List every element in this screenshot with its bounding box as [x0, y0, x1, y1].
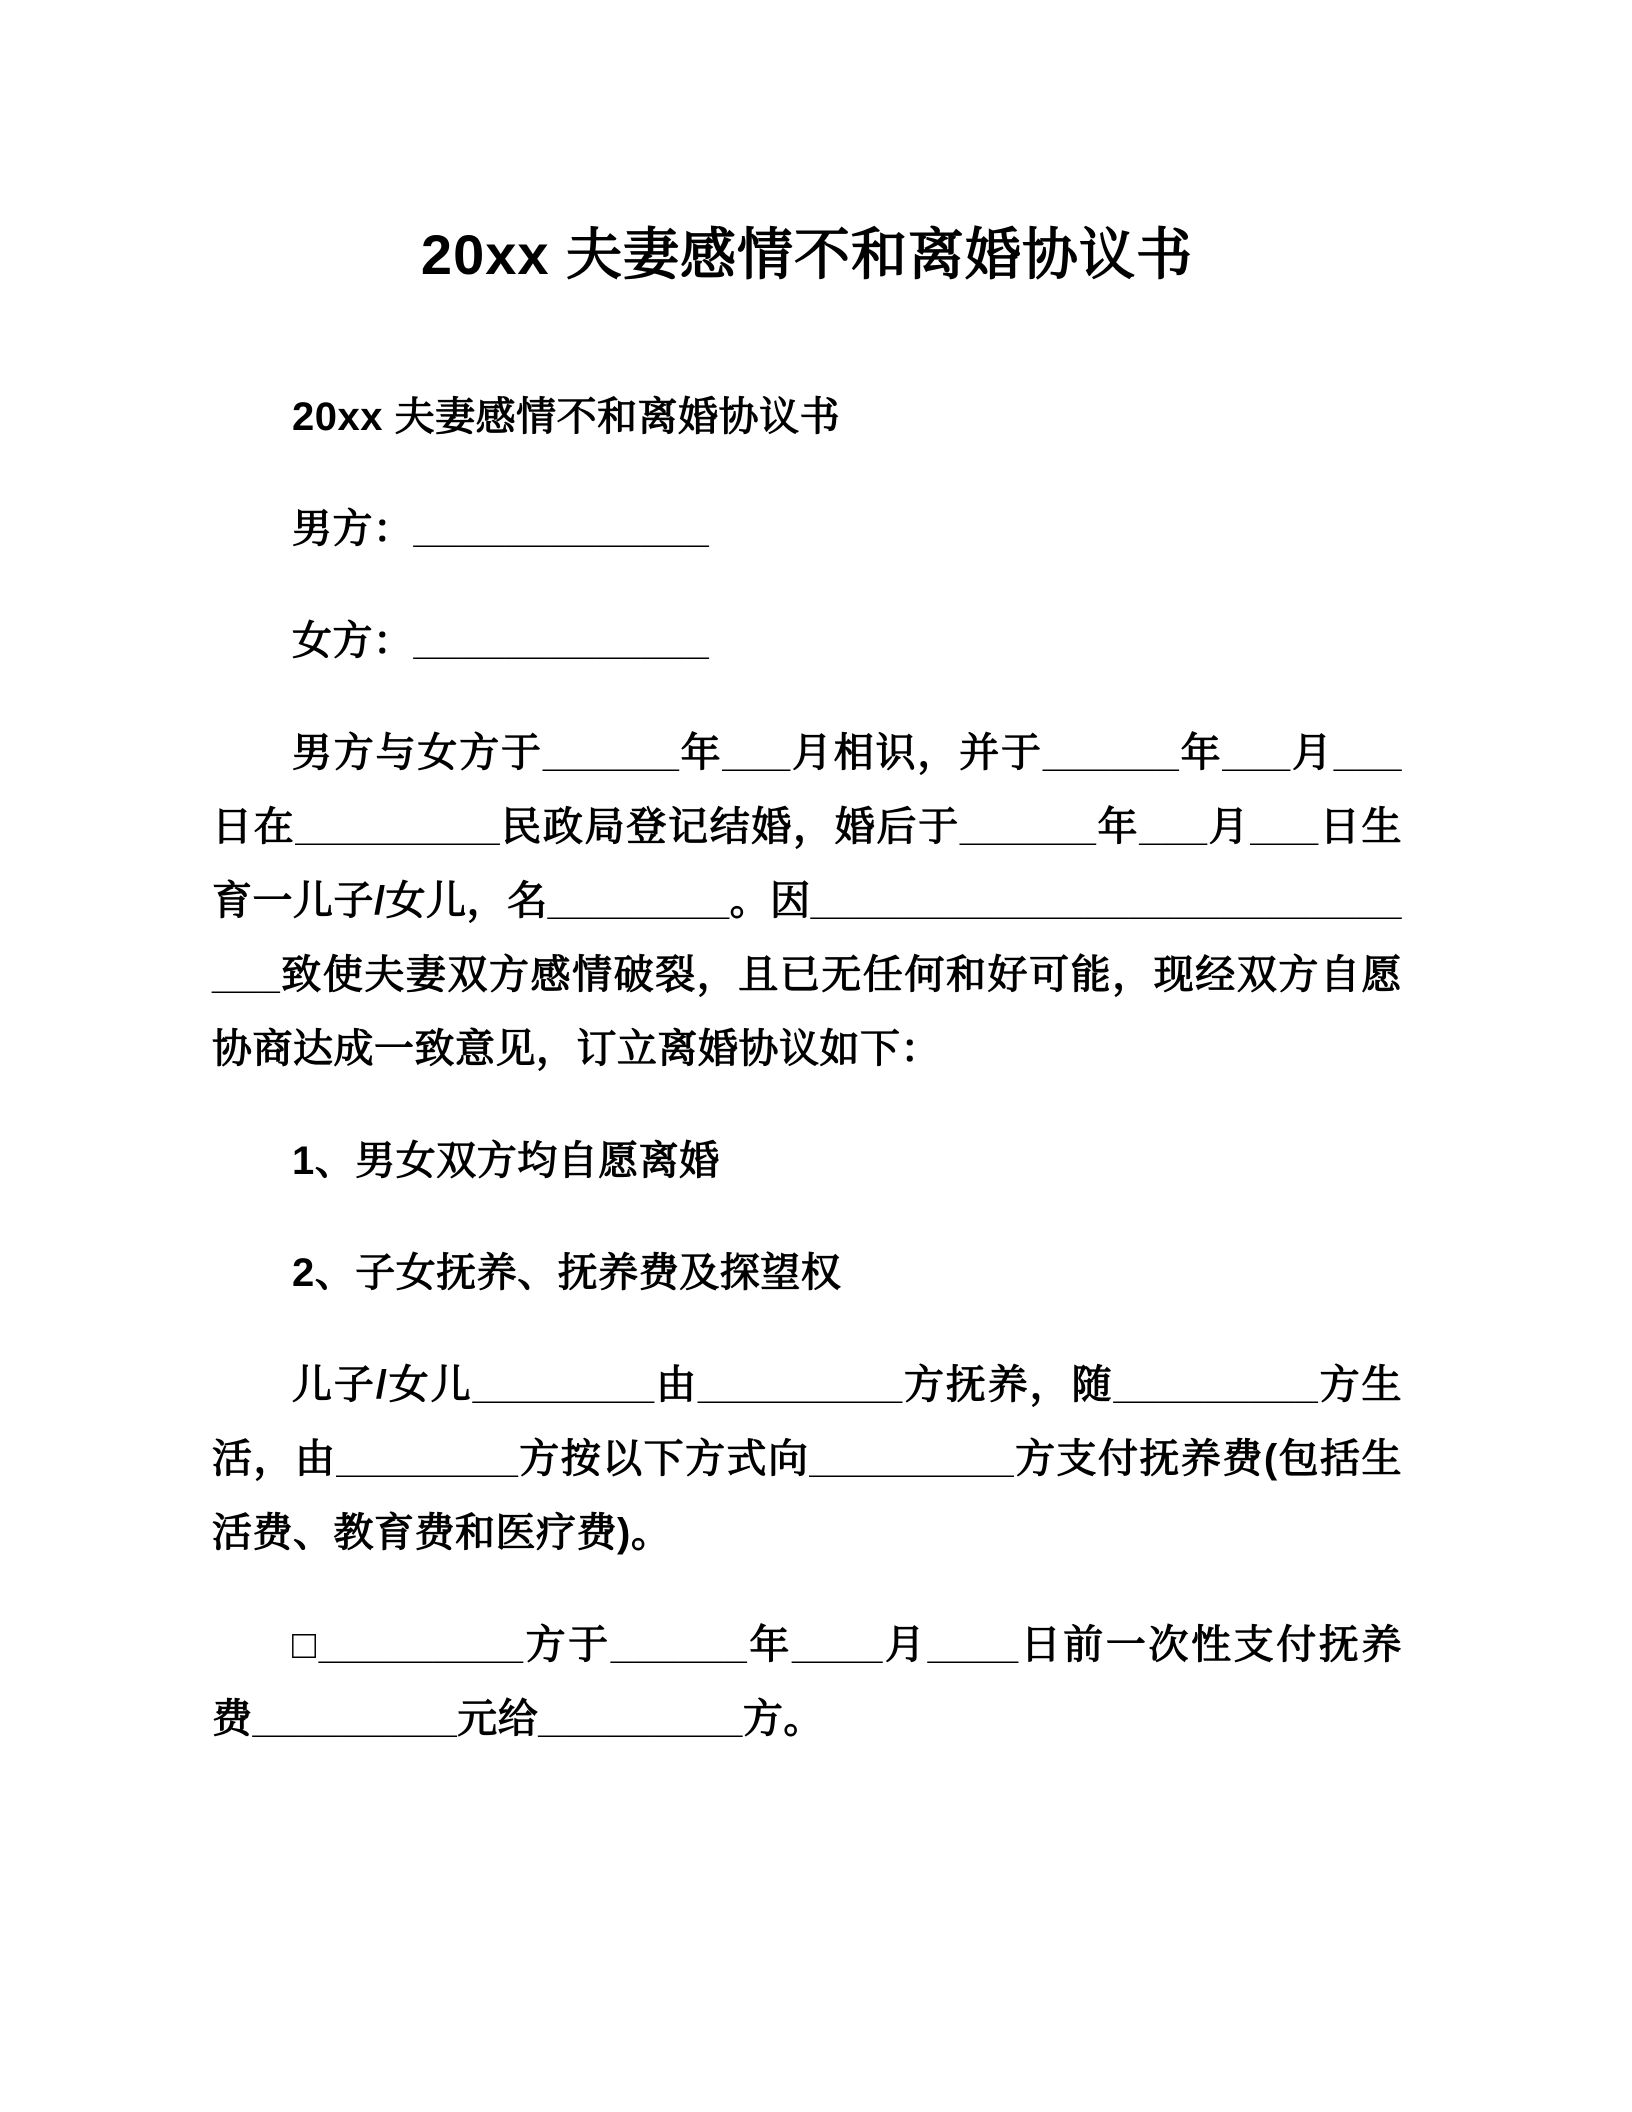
- document-title: 20xx 夫妻感情不和离婚协议书: [420, 223, 1194, 286]
- checkbox-icon[interactable]: □: [292, 1623, 319, 1667]
- paragraph-preamble: 男方与女方于______年___月相识，并于______年___月___日在_________民政局登记结婚，婚后于______年___月___日生育一儿子/女儿，名________。因_____________________________致使夫妻双方感情破裂，且已无任何和好可能，现经双方自愿协商达成一致意见，订立离婚协议如下：: [212, 731, 1402, 1071]
- payment-option-text: _________方于______年____月____日前一次性支付抚养费_________元给_________方。: [212, 1623, 1402, 1741]
- paragraph-payment-option: [212, 1608, 1402, 1756]
- paragraph-custody: 儿子/女儿________由_________方抚养，随_________方生活，由________方按以下方式向_________方支付抚养费(包括生活费、教育费和医疗费)。: [212, 1363, 1402, 1555]
- paragraph-wife-line: 女方：_____________: [292, 619, 710, 663]
- paragraph-subtitle: 20xx 夫妻感情不和离婚协议书: [292, 395, 841, 439]
- paragraph-clause-2: 2、子女抚养、抚养费及探望权: [292, 1251, 842, 1295]
- paragraph-clause-1: 1、男女双方均自愿离婚: [292, 1139, 720, 1183]
- paragraph-husband-line: 男方：_____________: [292, 507, 710, 551]
